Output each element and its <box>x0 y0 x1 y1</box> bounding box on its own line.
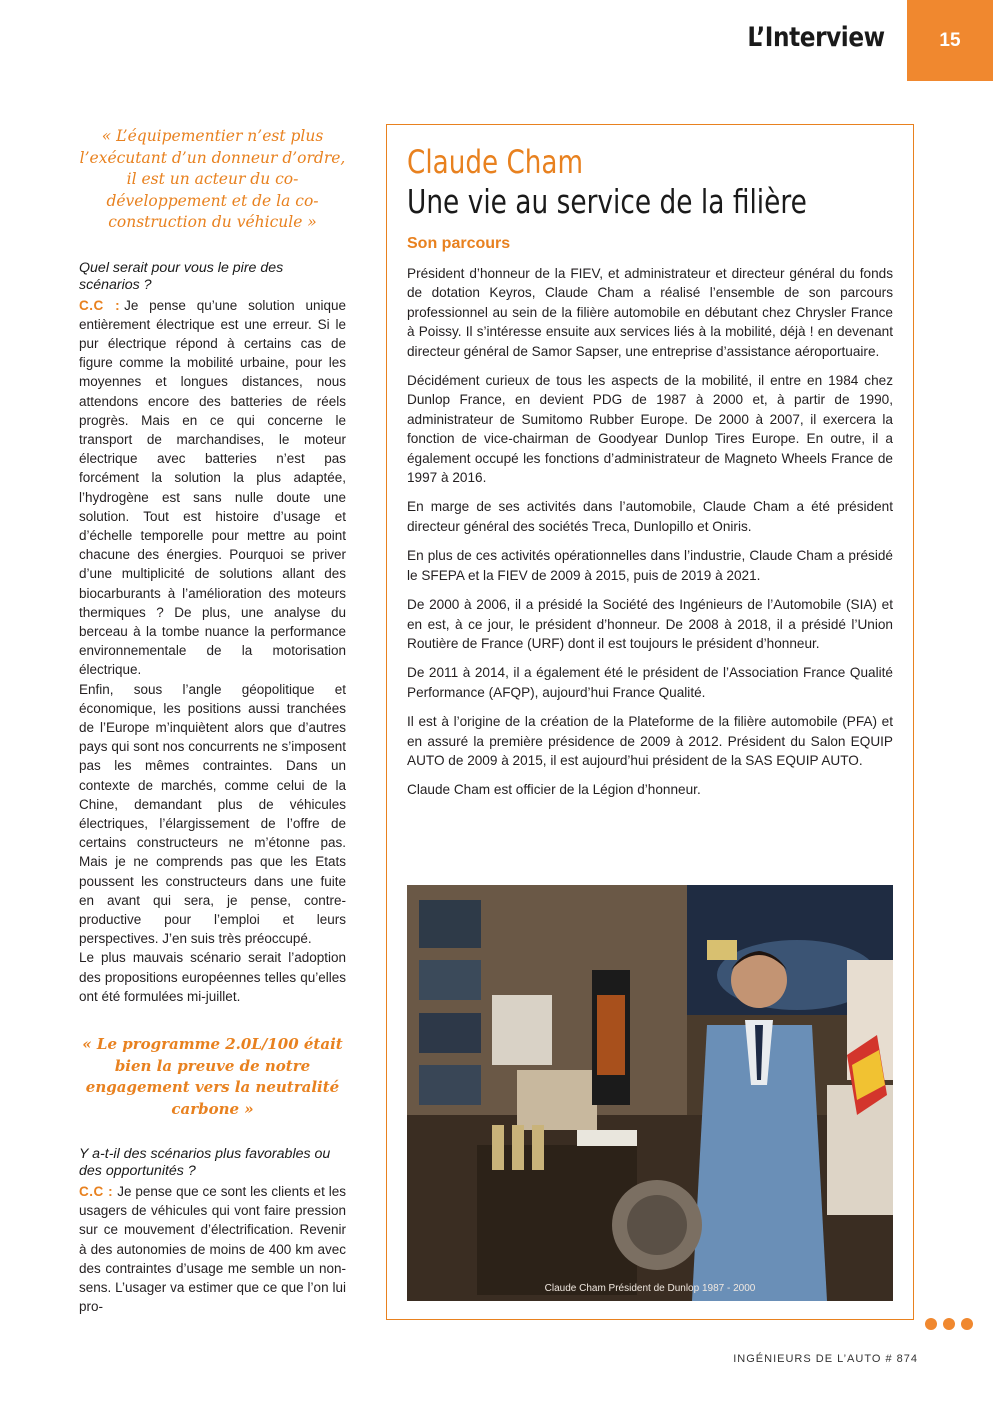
bio-paragraph: En marge de ses activités dans l’automobile, Claude Cham a été président directeur général des sociétés Treca, Dunlopillo et Oniris. <box>407 499 893 534</box>
page-number-tab <box>907 0 993 81</box>
profile-box <box>386 124 914 1320</box>
bio-paragraph: De 2000 à 2006, il a présidé la Société des Ingénieurs de l’Automobile (SIA) et en est, à ce jour, le président d’honneur. De 2008 à 2018, il a présidé l’Union Routière de France (URF) dont il est toujours le président d’honneur. <box>407 597 893 651</box>
interview-question: Quel serait pour vous le pire des scénarios ? <box>79 259 284 293</box>
bio-paragraph: En plus de ces activités opérationnelles dans l’industrie, Claude Cham a présidé le SFEPA et la FIEV de 2009 à 2015, puis de 2019 à 2021. <box>407 548 893 583</box>
continuation-dots <box>925 1318 973 1330</box>
profile-content <box>407 143 893 810</box>
interview-column <box>79 126 346 1316</box>
pull-quote: « L’équipementier n’est plus l’exécutant d’un donneur d’ordre, il est un acteur du co-développement et de la co-construction du véhicule » <box>79 127 346 231</box>
profile-heading: Son parcours <box>407 235 511 252</box>
interview-answer <box>79 1182 346 1316</box>
section-title: L’Interview <box>747 22 885 53</box>
dot-icon <box>925 1318 937 1330</box>
bio-paragraph: Il est à l’origine de la création de la Plateforme de la filière automobile (PFA) et en assuré la première présidence de 2009 à 2012. Président du Salon EQUIP AUTO de 2009 à 2015, il est aujourd’hui président de la SAS EQUIP AUTO. <box>407 714 893 768</box>
interview-question: Y a-t-il des scénarios plus favorables ou des opportunités ? <box>79 1146 331 1180</box>
pull-quote: « Le programme 2.0L/100 était bien la preuve de notre engagement vers la neutralité carbone » <box>82 1035 343 1118</box>
answer-text: Je pense que ce sont les clients et les usagers de véhicules qui vont faire pression sur ce mouvement d’électrification. Revenir à des autonomies de moins de 400 km avec des contraintes d’usage me semble un non-sens. L’usager va estimer que ce que l’on lui pro- <box>79 1184 347 1315</box>
bio-paragraph: Claude Cham est officier de la Légion d’honneur. <box>407 782 701 798</box>
page-number: 15 <box>939 29 961 51</box>
interview-answer-paragraph: Enfin, sous l’angle géopolitique et économique, les positions aussi tranchées de l’Europe m’inquiètent alors que d’autres pays qui sont nos concurrents ne s’imposent pas les mêmes contraintes. Dans un contexte de marchés, comme celui de la Chine, demandant plus de véhicules électriques, l’élargissement de l’offre de certains constructeurs ne m’étonne pas. Mais je ne comprends pas que les Etats poussent les constructeurs dans une fuite en avant qui sera, je pense, contre-productive pour l’emploi et leurs perspectives. J’en suis très préoccupé. <box>79 681 346 947</box>
magazine-footer: INGÉNIEURS DE L’AUTO # 874 <box>733 1353 918 1365</box>
interview-answer <box>79 296 346 680</box>
dot-icon <box>943 1318 955 1330</box>
speaker-initials: C.C : <box>79 297 121 313</box>
photo-illustration <box>407 885 893 1301</box>
dot-icon <box>961 1318 973 1330</box>
profile-name: Claude Cham <box>407 143 584 181</box>
bio-paragraph: Président d’honneur de la FIEV, et administrateur et directeur général du fonds de dotation Keyros, Claude Cham a réalisé l’ensemble de son parcours professionnel au sein de la filière automobile en débutant chez Chrysler France à Poissy. Il s’intéresse ensuite aux services liés à la mobilité, déjà ! en devenant directeur général de Samor Sapser, une entreprise d’assistance aéroportuaire. <box>407 266 893 359</box>
bio-paragraph: Décidément curieux de tous les aspects de la mobilité, il entre en 1984 chez Dunlop France, en devient PDG de 1987 à 2000 et, à partir de 1990, administrateur de Sumitomo Rubber Europe. De 2000 à 2007, il exercera la fonction de vice-chairman de Goodyear Dunlop Tires Europe. En outre, il a également occupé les fonctions d’administrateur de Magneto Wheels France de 1997 à 2016. <box>407 373 893 486</box>
answer-text: Je pense qu’une solution unique entièrement électrique est une erreur. Si le pur électrique répond à certains cas de figure comme la mobilité urbaine, pour les moyennes et longues distances, nous attendons encore des batteries de réels progrès. Mais en ce qui concerne le transport de marchandises, le moteur électrique avec batteries n’est pas forcément la solution la plus adaptée, l’hydrogène est sans nulle doute une solution. Tout est histoire d’usage et d’échelle temporelle pour mettre au point chacune des énergies. Pourquoi se priver d’une multiplicité de solutions allant des biocarburants à l’amélioration des moteurs thermiques ? De plus, une analyse du berceau à la tombe nuance la performance environnementale de la motorisation électrique. <box>79 297 347 678</box>
interview-answer-paragraph: Le plus mauvais scénario serait l’adoption des propositions européennes telles qu’elles ont été formulées mi-juillet. <box>79 950 346 1004</box>
photo-caption: Claude Cham Président de Dunlop 1987 - 2000 <box>544 1283 756 1294</box>
profile-subtitle: Une vie au service de la filière <box>407 182 807 221</box>
profile-photo <box>407 885 893 1301</box>
speaker-initials: C.C : <box>79 1184 114 1200</box>
bio-paragraph: De 2011 à 2014, il a également été le président de l’Association France Qualité Performance (AFQP), aujourd’hui France Qualité. <box>407 665 893 700</box>
